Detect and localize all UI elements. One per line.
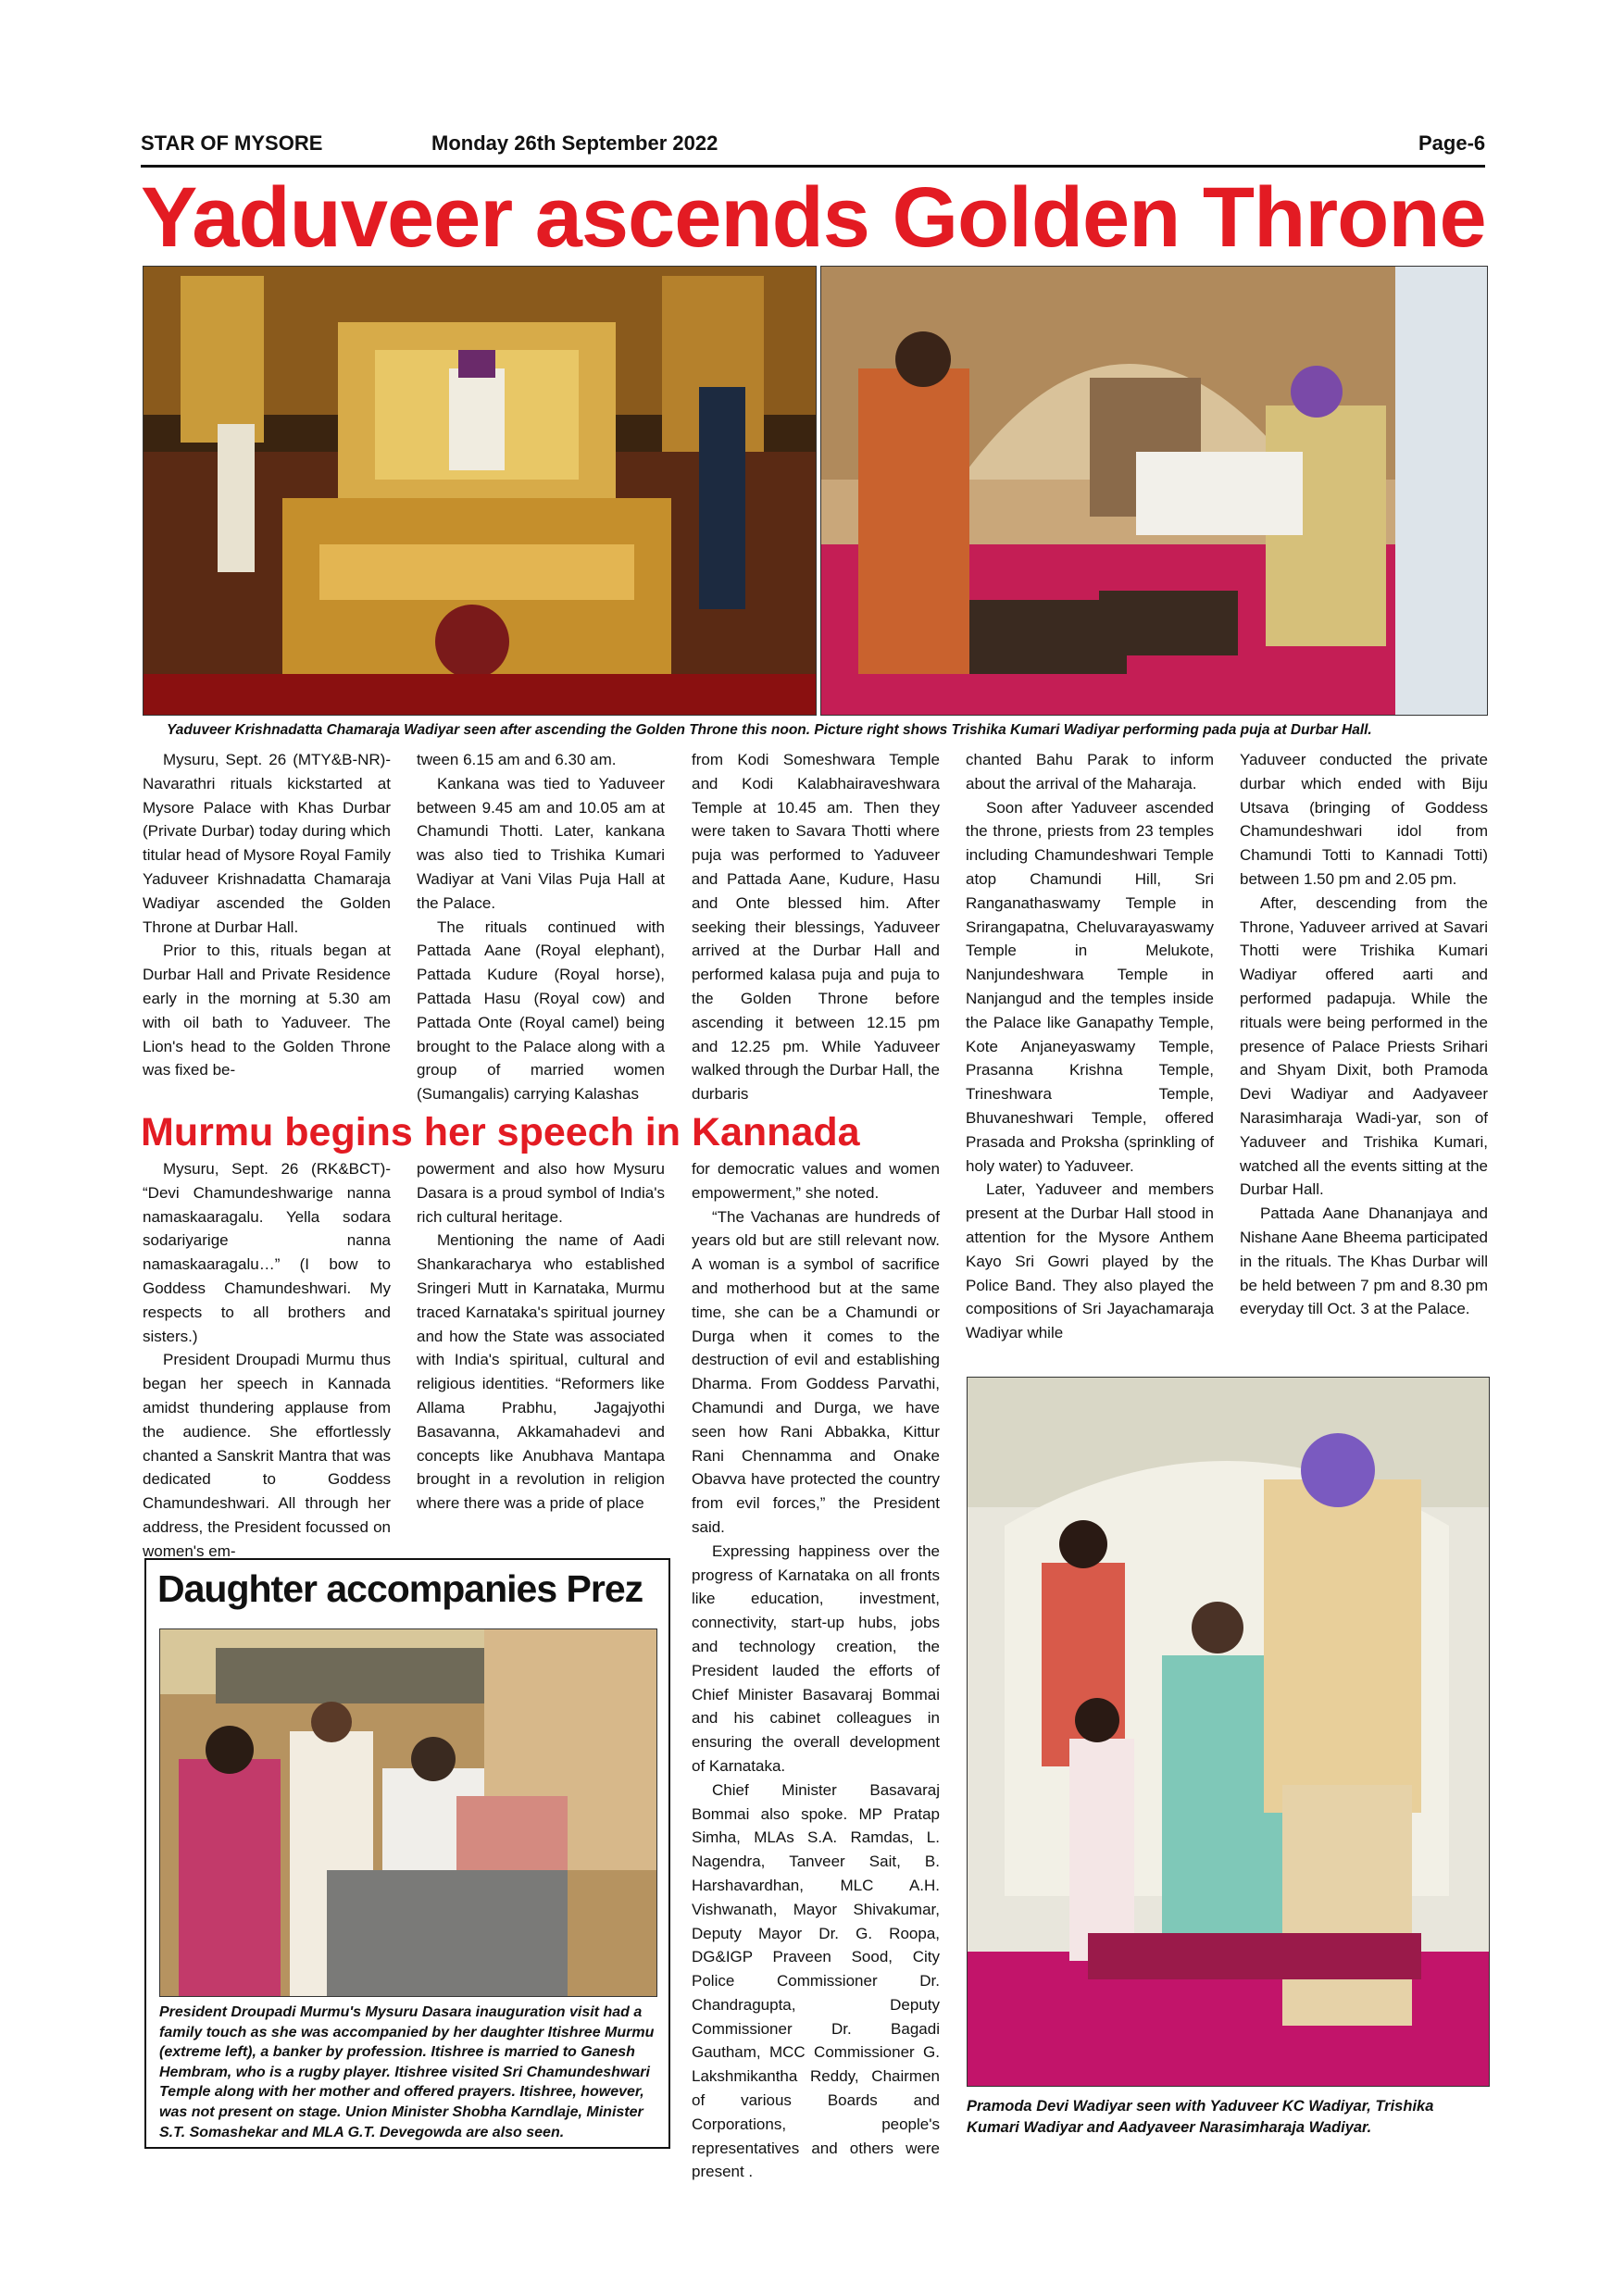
paper-name: STAR OF MYSORE <box>141 131 323 155</box>
story1-column-3 <box>692 748 940 1106</box>
paragraph: powerment and also how Mysuru Dasara is a proud symbol of India's rich cultural heritage. <box>417 1160 665 1226</box>
paragraph: from Kodi Someshwara Temple and Kodi Kalabhairaveshwara Temple at 10.45 am. Then they were taken to Savara Thotti where puja was performed to Yaduveer and Pattada Aane, Kudure, Hasu and Onte blessed him. After seeking their blessings, Yaduveer arrived at the Durbar Hall and performed kalasa puja and puja to the Golden Throne before ascending it between 12.15 pm and 12.25 pm. While Yaduveer walked through the Durbar Hall, the durbaris <box>692 751 940 1104</box>
issue-date: Monday 26th September 2022 <box>431 131 718 155</box>
paragraph: The rituals continued with Pattada Aane (Royal elephant), Pattada Kudure (Royal horse), Pattada Hasu (Royal cow) and Pattada Onte (Royal camel) being brought to the Palace along with a group of married women (Sumangalis) carrying Kalashas <box>417 917 665 1104</box>
story2-headline: Murmu begins her speech in Kannada <box>141 1110 860 1154</box>
paragraph: Kankana was tied to Yaduveer between 9.45 am and 10.05 am at Chamundi Thotti. Later, kankana was also tied to Trishika Kumari Wadiyar at Vani Vilas Puja Hall at the Palace. <box>417 774 665 912</box>
story1-column-2 <box>417 748 665 1106</box>
paragraph: Mentioning the name of Aadi Shankaracharya who established Sringeri Mutt in Karnataka, Murmu traced Karnataka's spiritual journey and how the State was associated with India's spiritual, cultural and religious identities. “Reformers like Allama Prabhu, Jagajyothi Basavanna, Akkamahadevi and concepts like Anubhava Mantapa brought in a revolution in religion where there was a pride of place <box>417 1231 665 1513</box>
paragraph: Pattada Aane Dhananjaya and Nishane Aane Bheema participated in the rituals. The Khas Durbar will be held between 7 pm and 8.30 pm everyday till Oct. 3 at the Palace. <box>1240 1204 1488 1318</box>
story1-column-5 <box>1240 748 1488 1321</box>
photo-golden-throne <box>143 266 817 716</box>
paragraph: “The Vachanas are hundreds of years old but are still relevant now. A woman is a symbol of sacrifice and motherhood but at the same time, she can be a Chamundi or Durga when it comes to the destruction of evil and establishing Dharma. From Goddess Parvathi, Chamundi and Durga, we have seen how Rani Abbakka, Kittur Rani Chennamma and Onake Obavva have protected the country from evil forces,” the President said. <box>692 1207 940 1536</box>
paragraph: for democratic values and women empowerment,” she noted. <box>692 1160 940 1202</box>
photo-royal-family <box>967 1377 1490 2087</box>
paragraph: Mysuru, Sept. 26 (RK&BCT)- “Devi Chamundeshwarige nanna namaskaaragalu. Yella sodara sodariyarige nanna namaskaaragalu…” (I bow to Goddess Chamundeshwari. My respects to all brothers and sisters.) <box>143 1160 391 1345</box>
top-photos-caption: Yaduveer Krishnadatta Chamaraja Wadiyar seen after ascending the Golden Throne this noon. Picture right shows Trishika Kumari Wadiyar performing pada puja at Durbar Hall. <box>167 722 1372 738</box>
page-number: Page-6 <box>1418 131 1486 155</box>
paragraph: Soon after Yaduveer ascended the throne, priests from 23 temples including Chamundeshwari Temple atop Chamundi Hill, Sri Ranganathaswamy Temple in Srirangapatna, Cheluvarayaswamy Temple in Melukote, Nanjundeshwara Temple in Nanjangud and the temples inside the Palace like Ganapathy Temple, Kote Anjaneyaswamy Temple, Prasanna Krishna Temple, Trineshwara Temple, Bhuvaneshwari Temple, offered Prasada and Proksha (sprinkling of holy water) to Yaduveer. <box>966 798 1214 1175</box>
paragraph: Chief Minister Basavaraj Bommai also spoke. MP Pratap Simha, MLAs S.A. Ramdas, L. Nagendra, Tanveer Sait, B. Harshavardhan, MLC A.H. Vishwanath, Mayor Shivakumar, Deputy Mayor Dr. G. Roopa, DG&IGP Praveen Sood, City Police Commissioner Dr. Chandragupta, Deputy Commissioner Dr. Bagadi Gautham, MCC Commissioner G. Lakshmikantha Reddy, Chairmen of various Boards and Corporations, people's representatives and others were present . <box>692 1780 940 2181</box>
paragraph: Mysuru, Sept. 26 (MTY&B-NR)- Navarathri rituals kickstarted at Mysore Palace with Khas Durbar (Private Durbar) today during which titular head of Mysore Royal Family Yaduveer Krishnadatta Chamaraja Wadiyar ascended the Golden Throne at Durbar Hall. <box>143 751 391 936</box>
story2-column-1 <box>143 1157 391 1564</box>
paragraph: President Droupadi Murmu thus began her speech in Kannada amidst thundering applause from the audience. She effortlessly chanted a Sanskrit Mantra that was dedicated to Goddess Chamundeshwari. All through her address, the President focussed on women's em- <box>143 1351 391 1560</box>
box-caption: President Droupadi Murmu's Mysuru Dasara inauguration visit had a family touch as she was accompanied by her daughter Itishree Murmu (extreme left), a banker by profession. Itishree is married to Ganesh Hembram, who is a rugby player. Itishree visited Sri Chamundeshwari Temple along with her mother and offered prayers. Itishree, however, was not present on stage. Union Minister Shobha Karndlaje, Minister S.T. Somashekar and MLA G.T. Devegowda are also seen. <box>159 2004 655 2140</box>
story2-column-2 <box>417 1157 665 1516</box>
story2-column-3 <box>692 1157 940 2184</box>
photo-pada-puja <box>820 266 1488 716</box>
paragraph: Yaduveer conducted the private durbar which ended with Biju Utsava (bringing of Goddess Chamundeshwari idol from Chamundi Totti to Kannadi Totti) between 1.50 pm and 2.05 pm. <box>1240 751 1488 888</box>
box-title: Daughter accompanies Prez <box>157 1567 643 1610</box>
paragraph: Prior to this, rituals began at Durbar Hall and Private Residence early in the morning at 5.30 am with oil bath to Yaduveer. The Lion's head to the Golden Throne was fixed be- <box>143 942 391 1079</box>
photo-temple-visit <box>159 1628 657 1997</box>
main-headline: Yaduveer ascends Golden Throne <box>141 170 1486 265</box>
story1-column-4 <box>966 748 1214 1345</box>
paragraph: After, descending from the Throne, Yaduveer arrived at Savari Thotti were Trishika Kumari Wadiyar offered aarti and performed padapuja. While the rituals were being performed in the presence of Palace Priests Srihari and Shyam Dixit, both Pramoda Devi Wadiyar and Aadyaveer Narasimharaja Wadi-yar, son of Yaduveer and Trishika Kumari, watched all the events sitting at the Durbar Hall. <box>1240 893 1488 1199</box>
daughter-box <box>144 1558 670 2149</box>
story1-column-1 <box>143 748 391 1082</box>
paragraph: Expressing happiness over the progress of Karnataka on all fronts like education, investment, connectivity, start-up hubs, jobs and technology creation, the President lauded the efforts of Chief Minister Basavaraj Bommai and his cabinet colleagues in ensuring the overall development of Karnataka. <box>692 1541 940 1775</box>
paragraph: tween 6.15 am and 6.30 am. <box>417 751 617 768</box>
paragraph: Later, Yaduveer and members present at the Durbar Hall stood in attention for the Mysore Anthem Kayo Sri Gowri played by the Police Band. They also played the compositions of Sri Jayachamaraja Wadiyar while <box>966 1180 1214 1342</box>
paragraph: chanted Bahu Parak to inform about the arrival of the Maharaja. <box>966 751 1214 792</box>
family-photo-caption: Pramoda Devi Wadiyar seen with Yaduveer KC Wadiyar, Trishika Kumari Wadiyar and Aadyaveer Narasimharaja Wadiyar. <box>967 2098 1434 2136</box>
